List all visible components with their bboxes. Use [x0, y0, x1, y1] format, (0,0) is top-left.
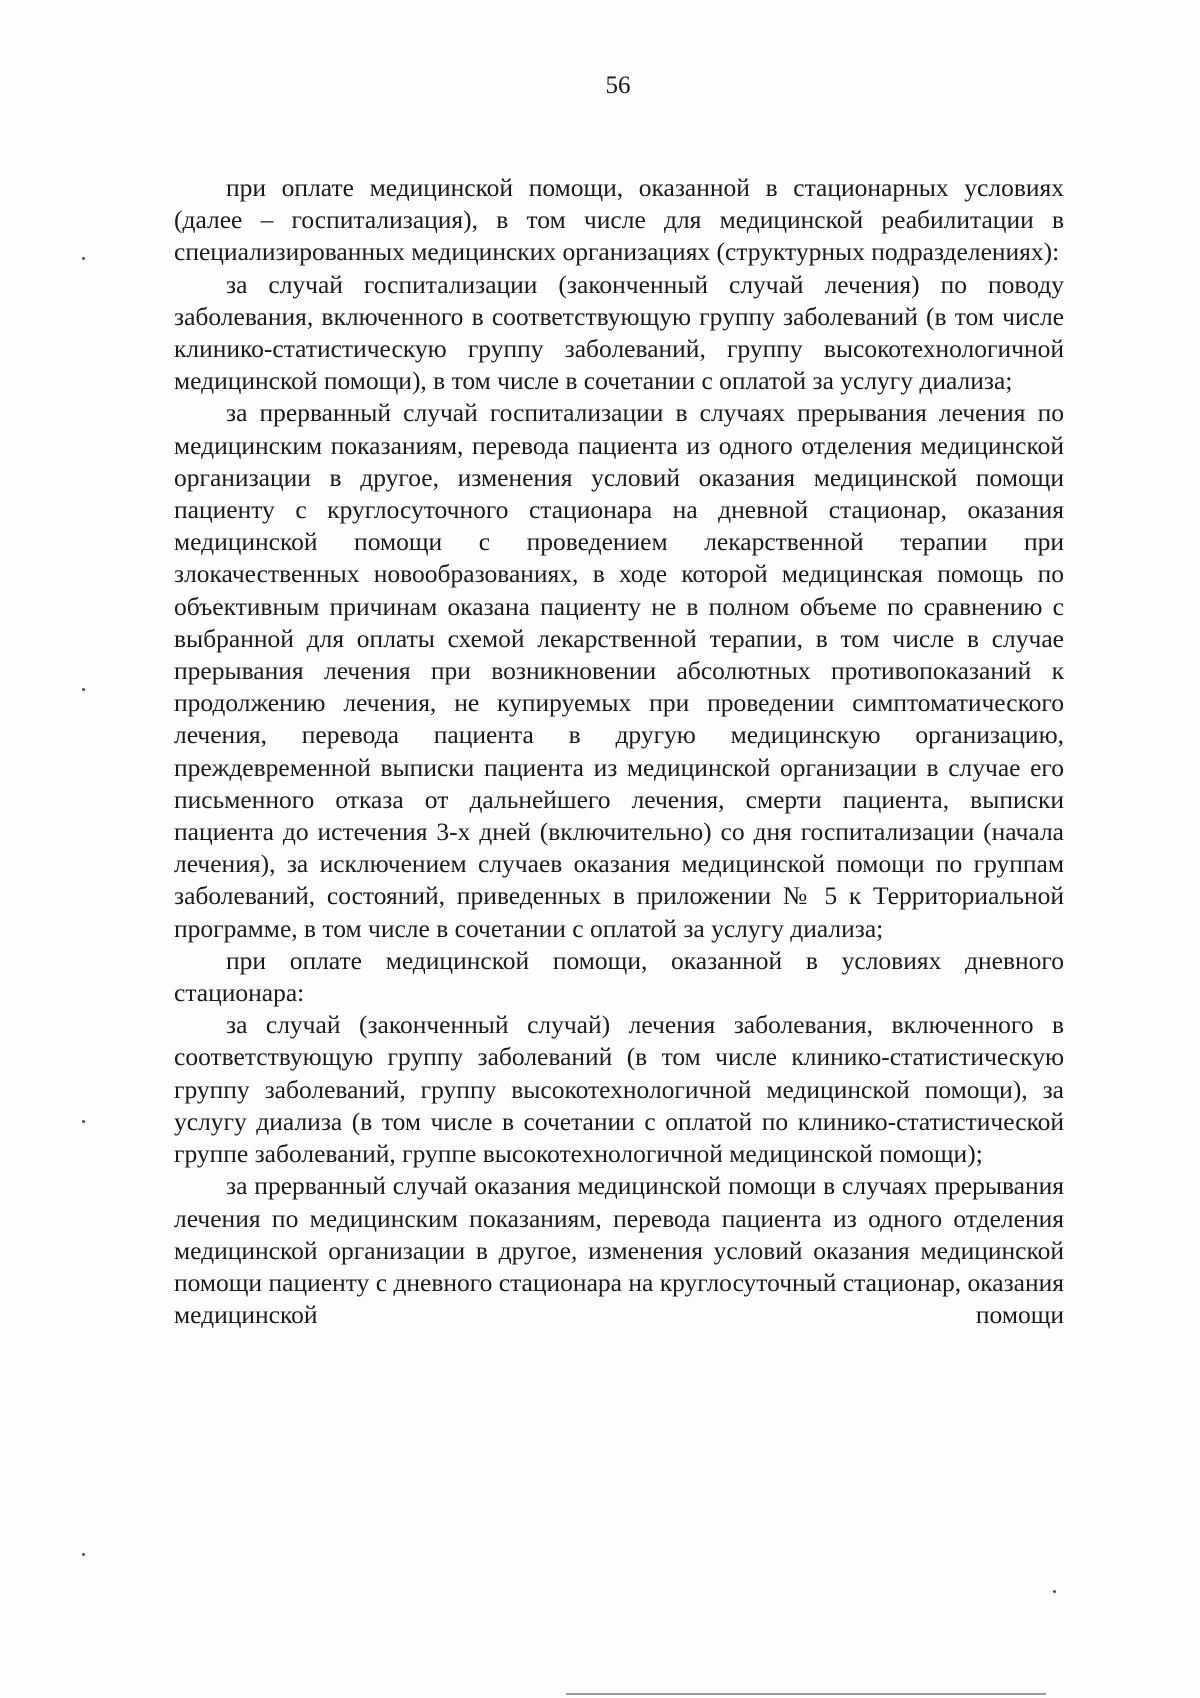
- scan-speck: [82, 1120, 85, 1123]
- scan-speck: [82, 257, 85, 260]
- paragraph-inpatient-payment: при оплате медицинской помощи, оказанной в стационарных условиях (далее – госпитализация), в том числе для медицинской реабилитации в специализированных медицинских организациях (структурных подразделениях):: [174, 173, 1064, 267]
- scan-speck: [82, 688, 85, 691]
- paragraph-day-hospital-interrupted-case: за прерванный случай оказания медицинской помощи в случаях прерывания лечения по медицинским показаниям, перевода пациента из одного отделения медицинской организации в другое, изменения условий оказания медицинской помощи пациенту с дневного стационара на круглосуточный стационар, оказания медицинской помощи: [174, 1171, 1064, 1330]
- paragraph-interrupted-hospitalization: за прерванный случай госпитализации в случаях прерывания лечения по медицинским показаниям, перевода пациента из одного отделения медицинской организации в другое, изменения условий оказания медицинской помощи пациенту с круглосуточного стационара на дневной стационар, оказания медицинской помощи с проведением лекарственной терапии при злокачественных новообразованиях, в ходе которой медицинская помощь по объективным причинам оказана пациенту не в полном объеме по сравнению с выбранной для оплаты схемой лекарственной терапии, в том числе в случае прерывания лечения при возникновении абсолютных противопоказаний к продолжению лечения, не купируемых при проведении симптоматического лечения, перевода пациента в другую медицинскую организацию, преждевременной выписки пациента из медицинской организации в случае его письменного отказа от дальнейшего лечения, смерти пациента, выписки пациента до истечения 3-х дней (включительно) со дня госпитализации (начала лечения), за исключением случаев оказания медицинской помощи по группам заболеваний, состояний, приведенных в приложении № 5 к Территориальной программе, в том числе в сочетании с оплатой за услугу диализа;: [174, 398, 1064, 943]
- paragraph-completed-hospitalization: за случай госпитализации (законченный случай лечения) по поводу заболевания, включенного в соответствующую группу заболеваний (в том числе клинико-статистическую группу заболеваний, группу высокотехнологичной медицинской помощи), в том числе в сочетании с оплатой за услугу диализа;: [174, 269, 1064, 396]
- body-text: [174, 172, 1064, 1331]
- paragraph-day-hospital-completed-case: за случай (законченный случай) лечения заболевания, включенного в соответствующую группу заболеваний (в том числе клинико-статистическую группу заболеваний, группу высокотехнологичной медицинской помощи), за услугу диализа (в том числе в сочетании с оплатой по клинико-статистической группе заболеваний, группе высокотехнологичной медицинской помощи);: [174, 1010, 1064, 1169]
- scan-speck: [1053, 1590, 1056, 1593]
- paragraph-day-hospital-payment: при оплате медицинской помощи, оказанной в условиях дневного стационара:: [174, 945, 1064, 1008]
- scan-edge-line: [566, 1693, 1046, 1695]
- scan-speck: [82, 1553, 85, 1556]
- page-number: 56: [605, 72, 631, 99]
